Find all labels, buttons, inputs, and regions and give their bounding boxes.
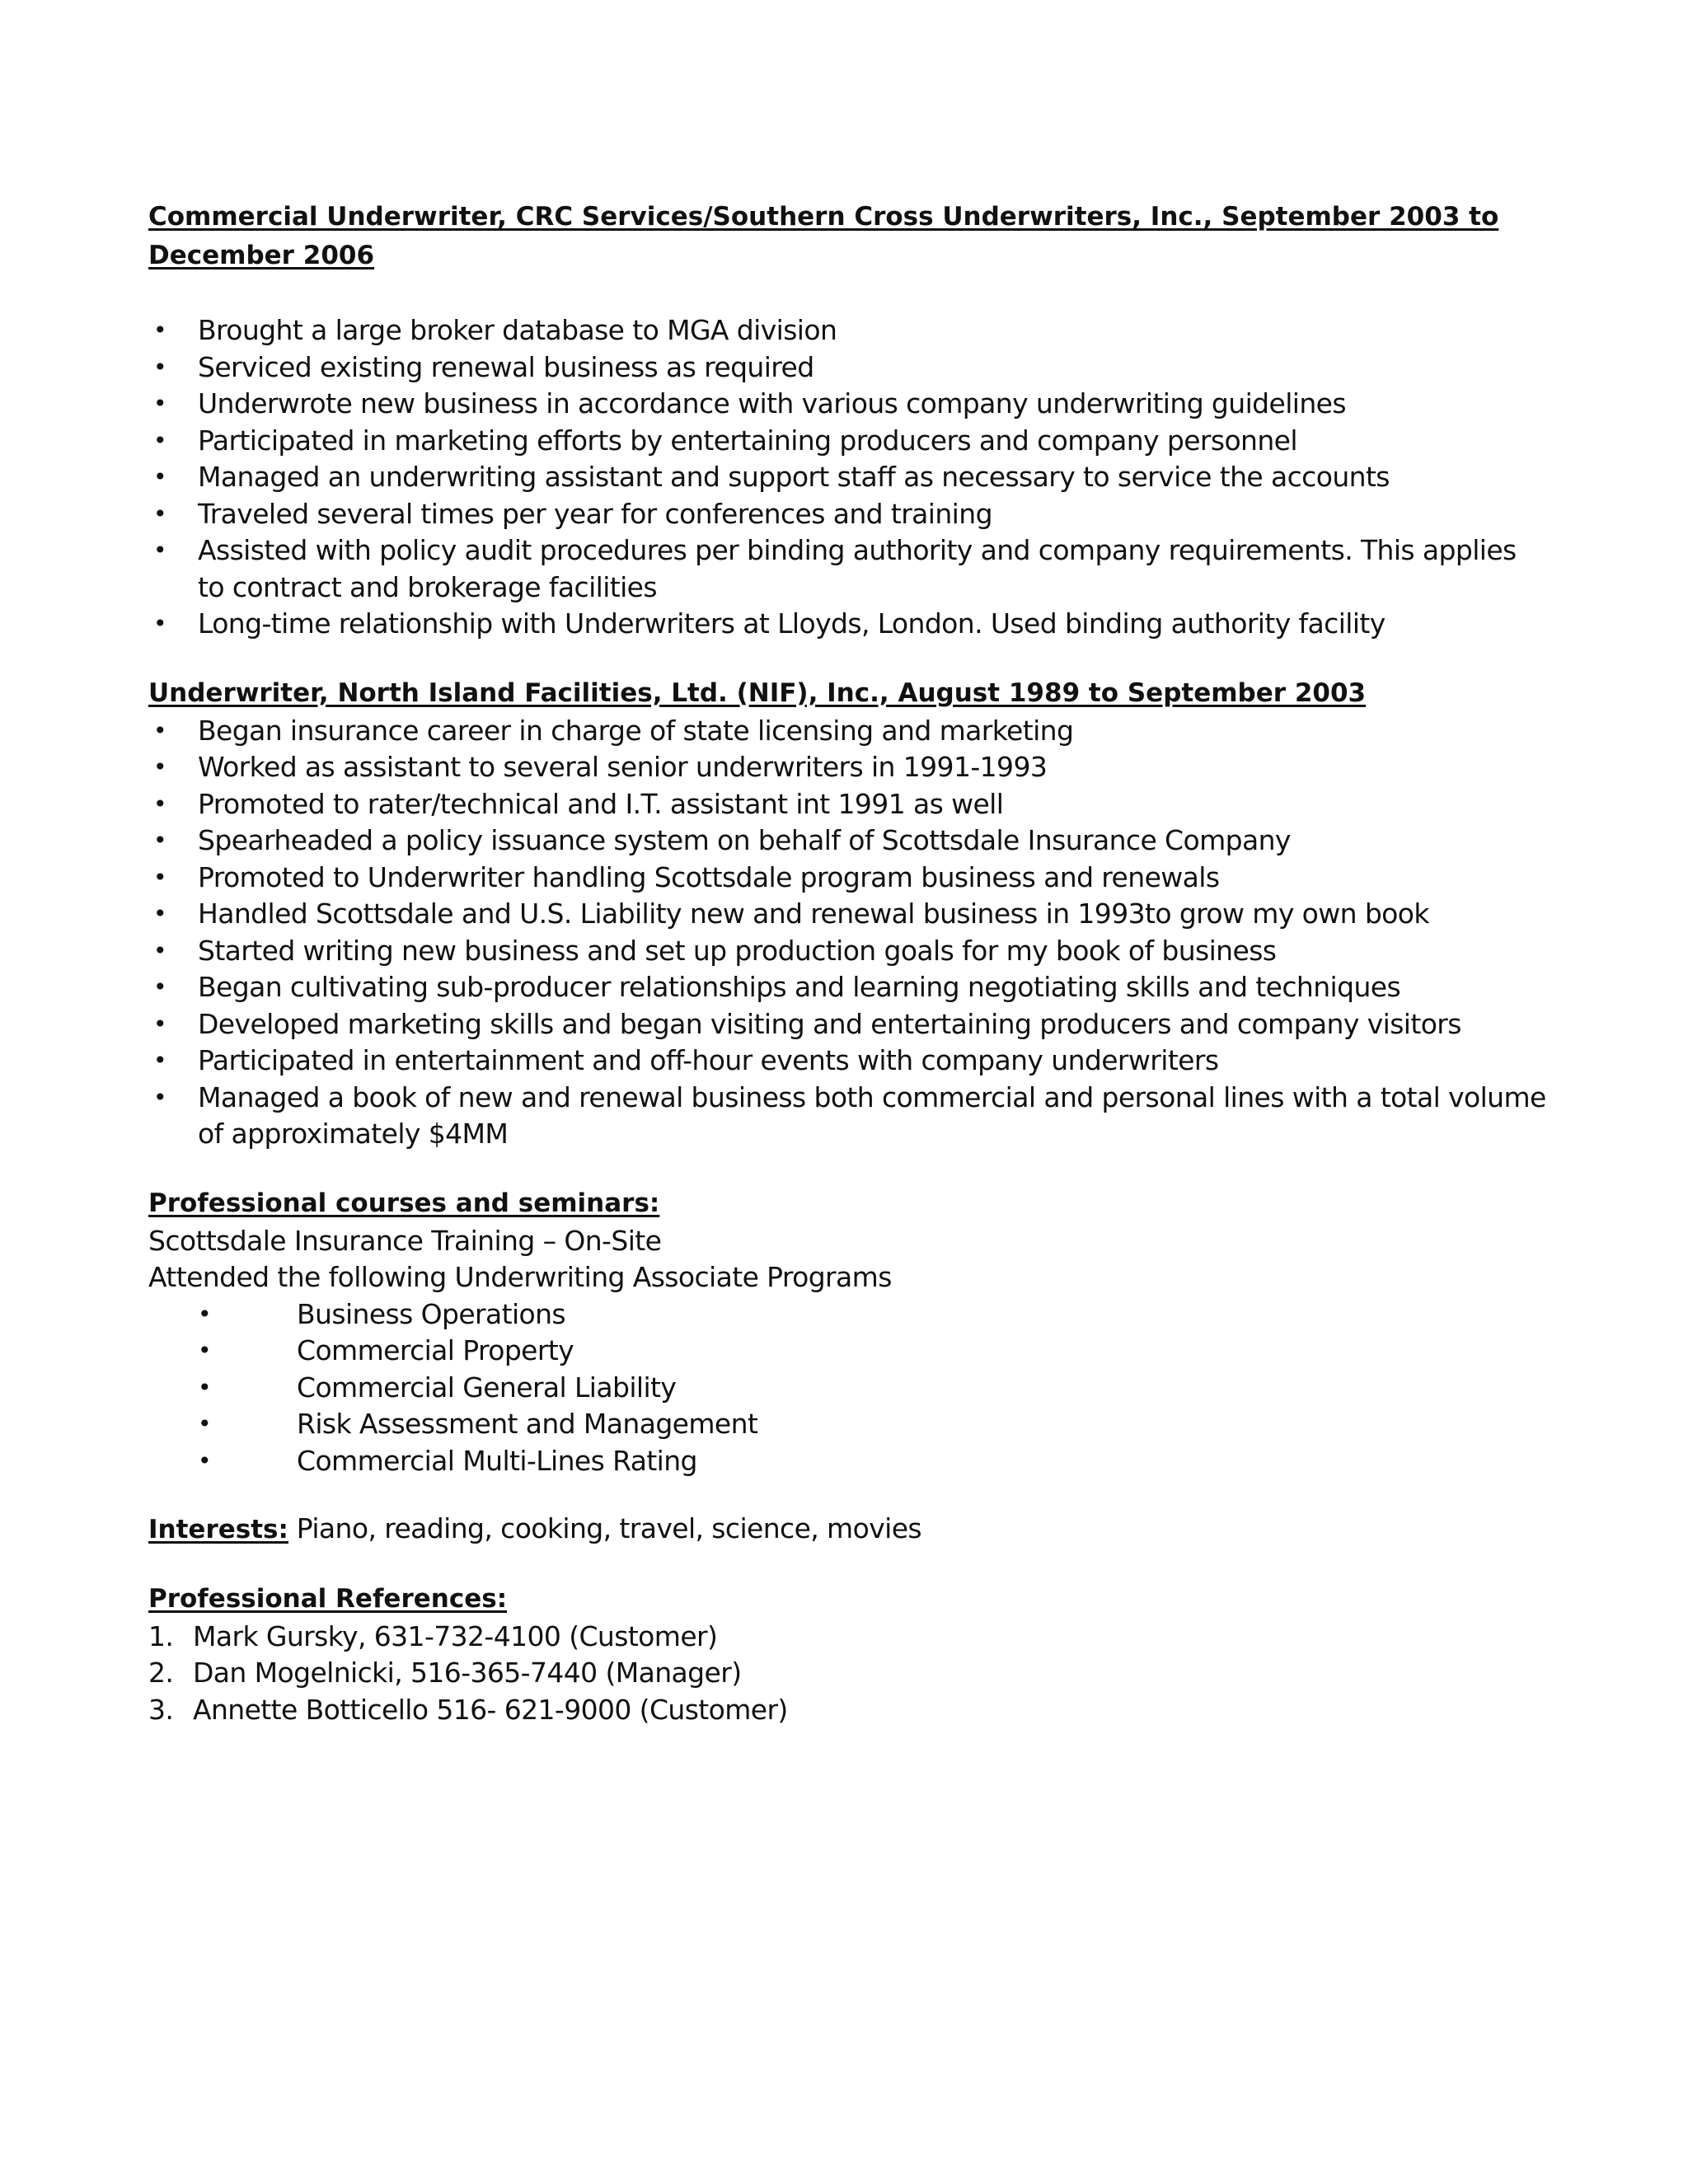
bullet-icon: • xyxy=(153,790,166,818)
list-item: • Underwrote new business in accordance with various company underwriting guidelines xyxy=(148,386,1550,423)
list-item: • Risk Assessment and Management xyxy=(148,1406,1550,1443)
bullet-icon: • xyxy=(198,1446,211,1474)
resume-page xyxy=(148,198,1550,1728)
bullet-icon: • xyxy=(153,827,166,854)
bullet-icon: • xyxy=(153,316,166,344)
bullet-icon: • xyxy=(153,610,166,637)
list-number: 2. xyxy=(148,1657,174,1689)
list-item: • Participated in marketing efforts by entertaining producers and company personnel xyxy=(148,423,1550,460)
bullet-icon: • xyxy=(153,537,166,564)
bullet-icon: • xyxy=(153,1010,166,1038)
list-item: • Managed an underwriting assistant and support staff as necessary to service the accounts xyxy=(148,459,1550,496)
bullet-icon: • xyxy=(153,753,166,780)
bullet-icon: • xyxy=(198,1337,211,1364)
bullet-icon: • xyxy=(153,716,166,744)
list-item: • Commercial Multi-Lines Rating xyxy=(148,1443,1550,1480)
interests-label: Interests: xyxy=(148,1515,288,1544)
list-item: 3. Annette Botticello 516- 621-9000 (Customer) xyxy=(148,1692,1550,1729)
list-item: • Began cultivating sub-producer relationships and learning negotiating skills and techniques xyxy=(148,969,1550,1006)
list-item: • Brought a large broker database to MGA division xyxy=(148,312,1550,349)
list-item: • Worked as assistant to several senior underwriters in 1991-1993 xyxy=(148,749,1550,786)
crc-bullet-list xyxy=(148,312,1550,643)
list-item: • Started writing new business and set up production goals for my book of business xyxy=(148,933,1550,970)
list-item: • Spearheaded a policy issuance system on behalf of Scottsdale Insurance Company xyxy=(148,823,1550,860)
list-item: 1. Mark Gursky, 631-732-4100 (Customer) xyxy=(148,1619,1550,1656)
list-item: • Promoted to rater/technical and I.T. assistant int 1991 as well xyxy=(148,786,1550,823)
list-item: • Developed marketing skills and began visiting and entertaining producers and company visitors xyxy=(148,1006,1550,1043)
bullet-icon: • xyxy=(198,1300,211,1328)
bullet-icon: • xyxy=(198,1373,211,1401)
list-item: • Managed a book of new and renewal business both commercial and personal lines with a total volume of approximately $4MM xyxy=(153,1080,1546,1150)
list-item: • Assisted with policy audit procedures per binding authority and company requirements. This applies to contract and brokerage facilities xyxy=(153,534,1517,603)
bullet-icon: • xyxy=(153,499,166,527)
section-heading-courses: Professional courses and seminars: xyxy=(148,1188,660,1218)
bullet-icon: • xyxy=(153,973,166,1001)
list-item: • Handled Scottsdale and U.S. Liability new and renewal business in 1993to grow my own book xyxy=(148,896,1550,933)
interests-line xyxy=(148,1511,1550,1549)
list-item: 2. Dan Mogelnicki, 516-365-7440 (Manager) xyxy=(148,1655,1550,1692)
references-list xyxy=(148,1619,1550,1729)
programs-list xyxy=(148,1296,1550,1480)
bullet-icon: • xyxy=(153,390,166,417)
section-heading-references: Professional References: xyxy=(148,1583,508,1614)
courses-line-programs: Attended the following Underwriting Associate Programs xyxy=(148,1261,892,1293)
list-item: • Participated in entertainment and off-hour events with company underwriters xyxy=(148,1043,1550,1080)
bullet-icon: • xyxy=(153,863,166,891)
list-item: • Traveled several times per year for conferences and training xyxy=(148,496,1550,533)
bullet-icon: • xyxy=(153,463,166,490)
list-item: • Commercial Property xyxy=(148,1333,1550,1370)
list-item: • Serviced existing renewal business as required xyxy=(148,349,1550,387)
list-item: • Business Operations xyxy=(148,1296,1550,1333)
section-heading-nif: Underwriter, North Island Facilities, Ltd. (NIF), Inc., August 1989 to September 2003 xyxy=(148,677,1367,708)
list-number: 1. xyxy=(148,1619,174,1652)
courses-line-training: Scottsdale Insurance Training – On-Site xyxy=(148,1224,662,1257)
bullet-icon: • xyxy=(153,353,166,381)
bullet-icon: • xyxy=(198,1410,211,1437)
list-item: • Long-time relationship with Underwriters at Lloyds, London. Used binding authority facility xyxy=(148,606,1550,643)
list-item: • Promoted to Underwriter handling Scottsdale program business and renewals xyxy=(148,860,1550,897)
interests-text: Piano, reading, cooking, travel, science, movies xyxy=(296,1512,921,1544)
bullet-icon: • xyxy=(153,426,166,454)
list-number: 3. xyxy=(148,1693,174,1726)
section-heading-crc: Commercial Underwriter, CRC Services/Southern Cross Underwriters, Inc., September 2003 to December 2006 xyxy=(148,202,1499,270)
nif-bullet-list xyxy=(148,713,1550,1153)
bullet-icon: • xyxy=(153,936,166,964)
bullet-icon: • xyxy=(153,1047,166,1074)
bullet-icon: • xyxy=(153,900,166,927)
bullet-icon: • xyxy=(153,1083,166,1111)
list-item: • Commercial General Liability xyxy=(148,1370,1550,1407)
list-item: • Began insurance career in charge of state licensing and marketing xyxy=(148,713,1550,750)
